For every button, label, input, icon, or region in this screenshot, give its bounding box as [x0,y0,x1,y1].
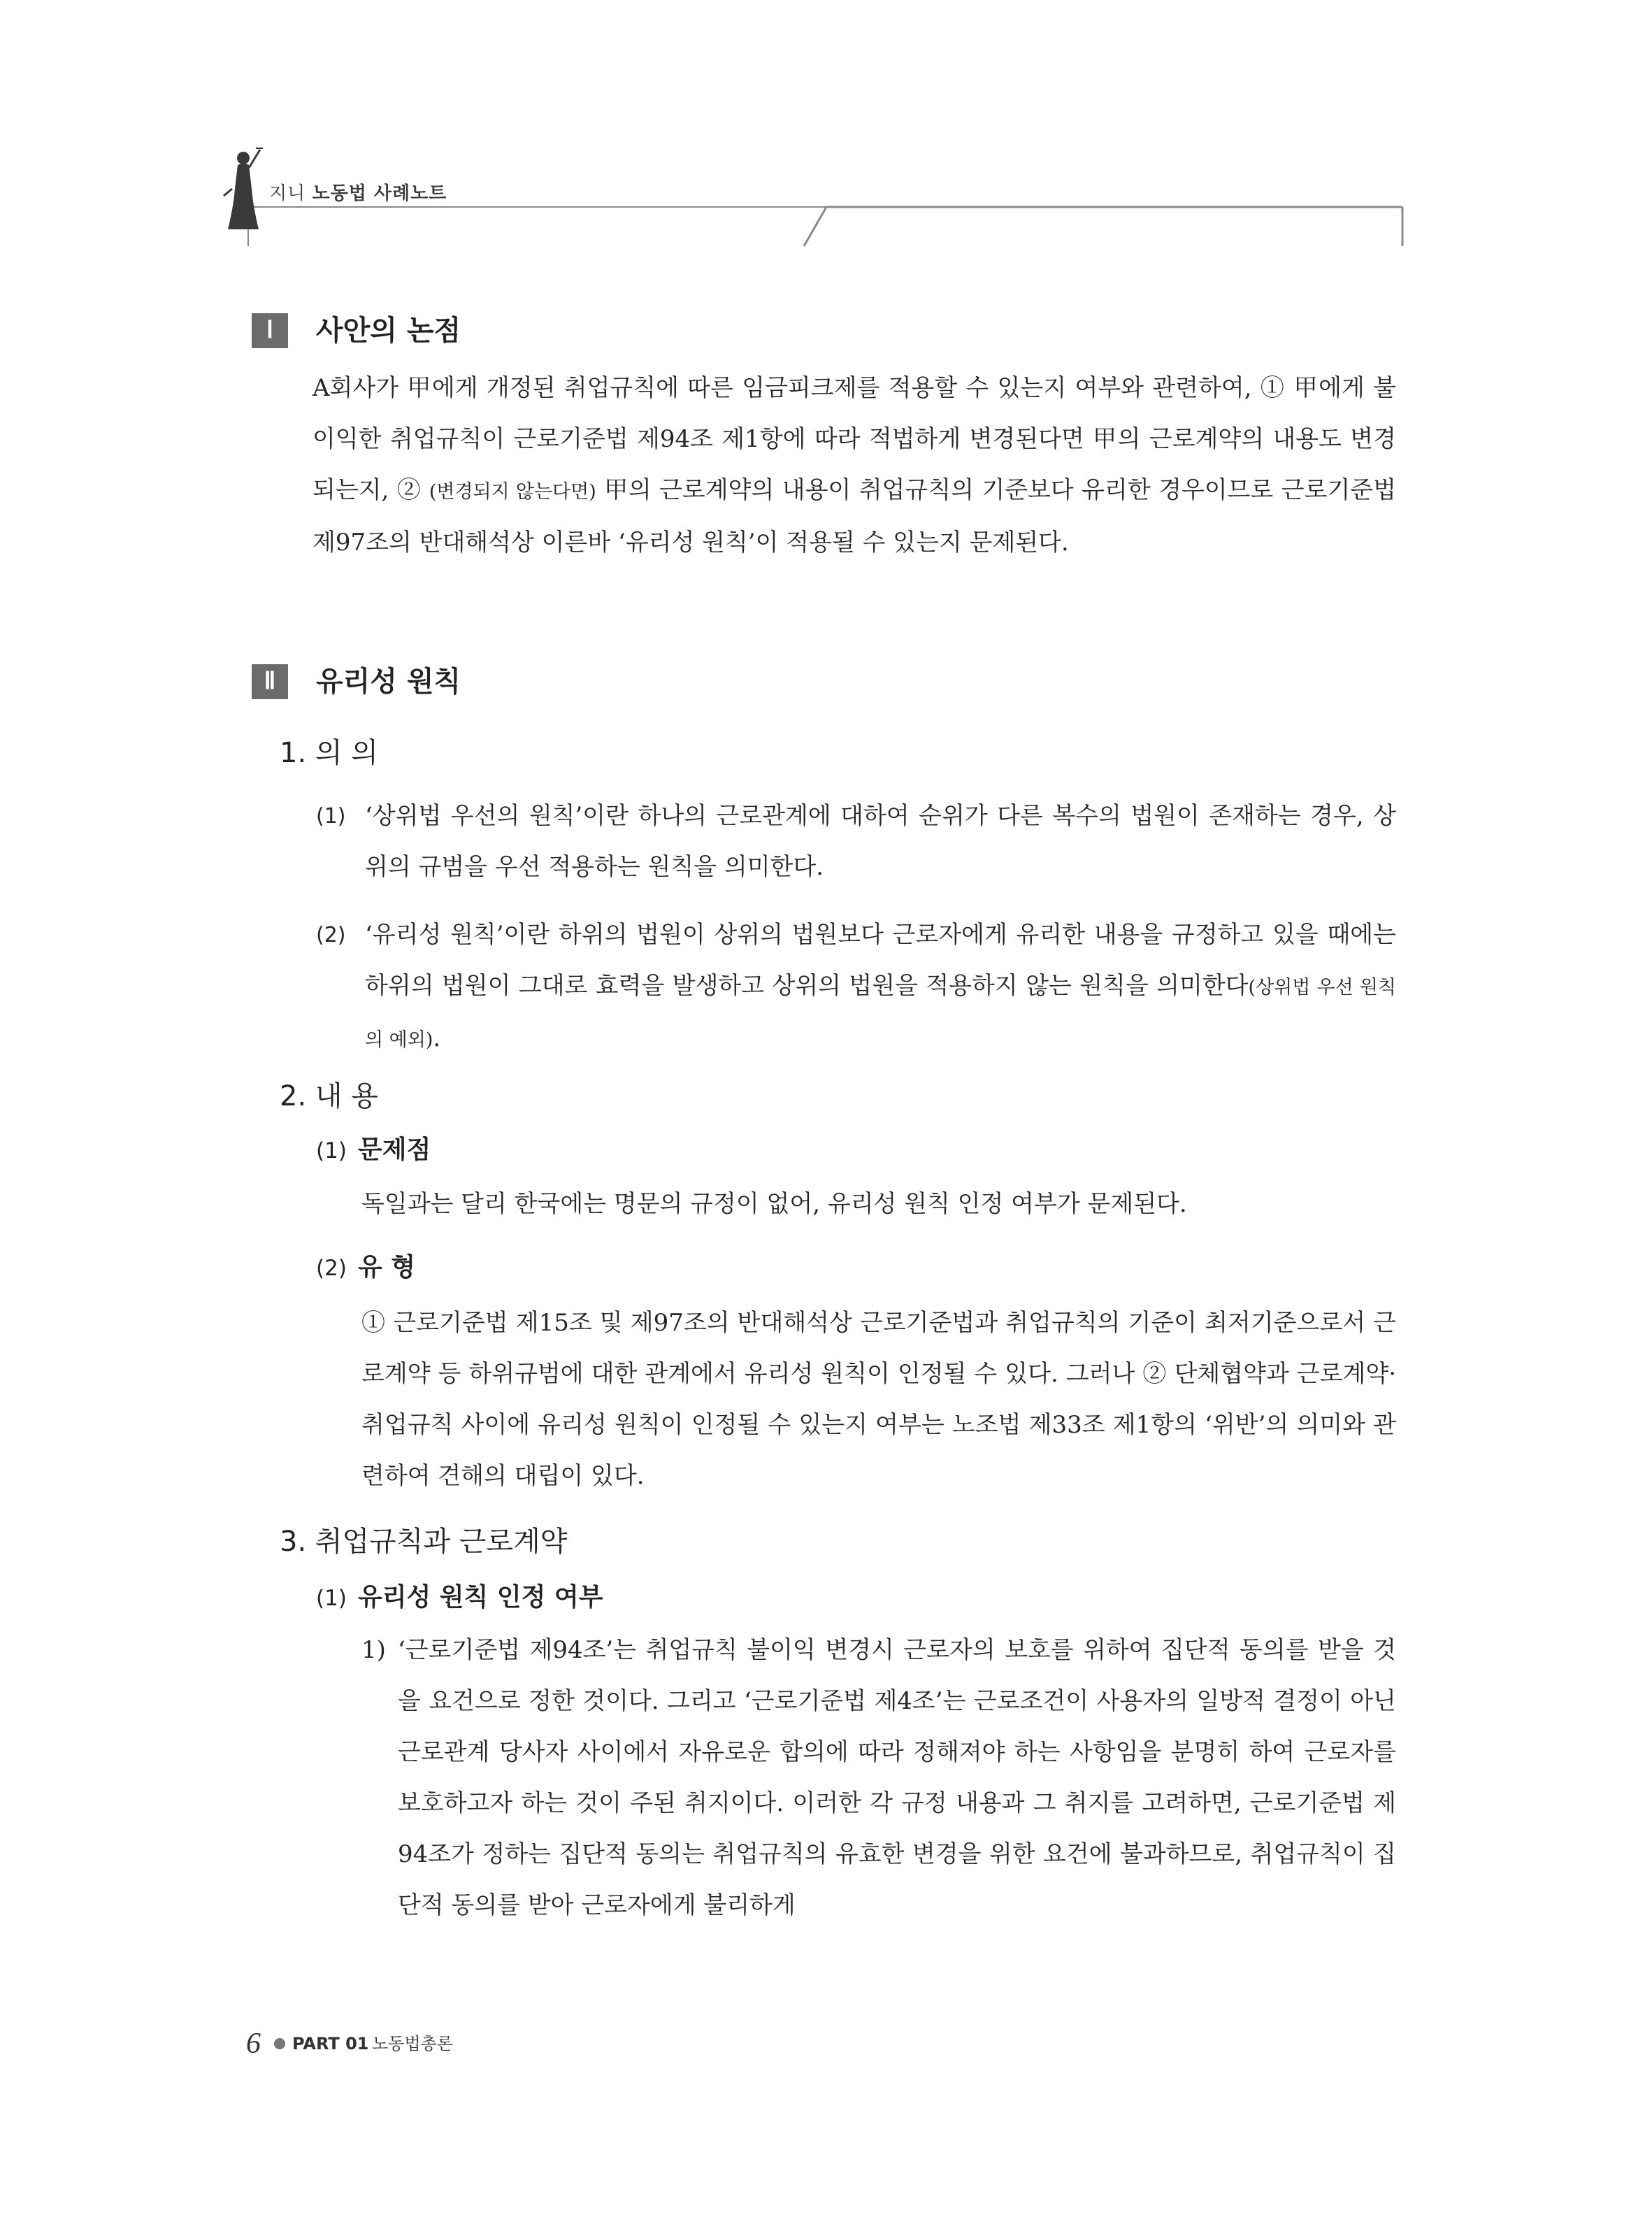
running-header [269,179,447,205]
section-numeral: Ⅱ [252,664,288,699]
subsection-heading: 3. 취업규칙과 근로계약 [280,1526,568,1558]
part-label: PART 01 [292,2034,369,2054]
item-paragraph: 독일과는 달리 한국에는 명문의 규정이 없어, 유리성 원칙 인정 여부가 문제된다. [361,1190,1187,1218]
header-book-title: 노동법 사례노트 [312,183,447,204]
header-series: 지니 [269,183,306,204]
section-title: 사안의 논점 [316,315,461,347]
section-numeral: Ⅰ [252,313,288,348]
bullet-icon [274,2038,285,2049]
item-paragraph: ① 근로기준법 제15조 및 제97조의 반대해석상 근로기준법과 취업규칙의 기준이 최저기준으로서 근로계약 등 하위규범에 대한 관계에서 유리성 원칙이 인정될 수 있다. 그러나 ② 단체협약과 근로계약·취업규칙 사이에 유리성 원칙이 인정될 수 있는지 여부는 노조법 제33조 제1항의 ‘위반’의 의미와 관련하여 견해의 대립이 있다. [361,1309,1396,1490]
subsection-heading: 1. 의 의 [280,737,378,769]
item-heading: (1) 유리성 원칙 인정 여부 [316,1583,603,1612]
numbered-paragraph: 1) ‘근로기준법 제94조’는 취업규칙 불이익 변경시 근로자의 보호를 위하여 집단적 동의를 받을 것을 요건으로 정한 것이다. 그리고 ‘근로기준법 제4조’는 근로조건이 사용자의 일방적 결정이 아닌 근로관계 당사자 사이에서 자유로운 합의에 따라 정해져야 하는 사항임을 분명히 하여 근로자를 보호하고자 하는 것이 주된 취지이다. 이러한 각 규정 내용과 그 취지를 고려하면, 근로기준법 제94조가 정하는 집단적 동의는 취업규칙의 유효한 변경을 위한 요건에 불과하므로, 취업규칙이 집단적 동의를 받아 근로자에게 불리하게 [361,1636,1396,1919]
item-heading: (2) 유 형 [316,1253,416,1282]
section-1-paragraph: A회사가 甲에게 개정된 취업규칙에 따른 임금피크제를 적용할 수 있는지 여부와 관련하여, ① 甲에게 불이익한 취업규칙이 근로기준법 제94조 제1항에 따라 적법하게 변경된다면 甲의 근로계약의 내용도 변경되는지, ② (변경되지 않는다면) 甲의 근로계약의 내용이 취업규칙의 기준보다 유리한 경우이므로 근로기준법 제97조의 반대해석상 이른바 ‘유리성 원칙’이 적용될 수 있는지 문제된다. [313,374,1396,557]
part-name: 노동법총론 [372,2034,453,2054]
justice-statue-icon [222,140,264,238]
list-item: (1) ‘상위법 우선의 원칙’이란 하나의 근로관계에 대하여 순위가 다른 복수의 법원이 존재하는 경우, 상위의 규범을 우선 적용하는 원칙을 의미한다. [316,802,1396,881]
page-number: 6 [246,2028,261,2060]
list-item: (2) ‘유리성 원칙’이란 하위의 법원이 상위의 법원보다 근로자에게 유리한 내용을 규정하고 있을 때에는 하위의 법원이 그대로 효력을 발생하고 상위의 법원을 적용하지 않는 원칙을 의미한다(상위법 우선 원칙의 예외). [316,921,1396,1052]
item-heading: (1) 문제점 [316,1135,431,1164]
section-title: 유리성 원칙 [316,666,461,698]
subsection-heading: 2. 내 용 [280,1080,378,1112]
